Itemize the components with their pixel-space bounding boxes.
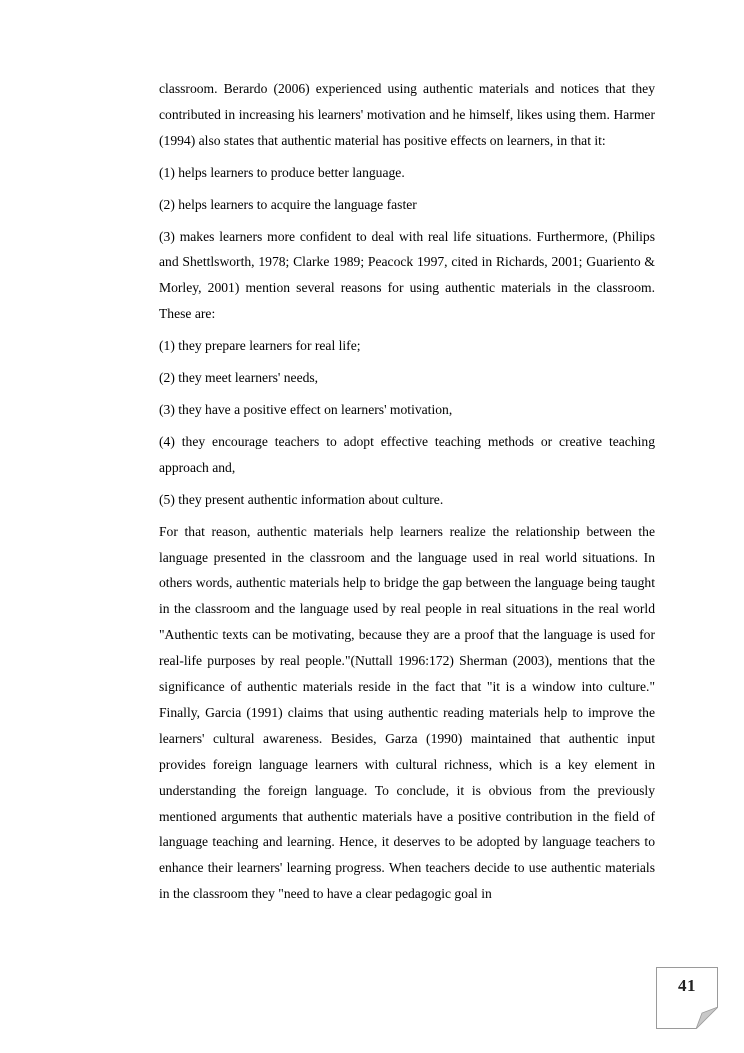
reason-item-3: (3) they have a positive effect on learners' motivation, (159, 401, 453, 417)
paragraph-confidence-and-reasons: (3) makes learners more confident to deal with real life situations. Furthermore, (Philips and Shettlsworth, 1978; Clarke 1989; Peacock 1997, cited in Richards, 2001; Guariento & Morley, 2001) mention several reasons for using authentic materials in the classroom. These are: (159, 228, 655, 322)
list-item-acquire-faster: (2) helps learners to acquire the language faster (159, 196, 417, 212)
reason-item-4: (4) they encourage teachers to adopt effective teaching methods or creative teaching approach and, (159, 433, 655, 475)
paragraph-conclusion: For that reason, authentic materials help learners realize the relationship between the language presented in the classroom and the language used in real world situations. In others words, authentic materials help to bridge the gap between the language being taught in the classroom and the language used by real people in real situations in the real world "Authentic texts can be motivating, because they are a proof that the language is used for real-life purposes by real people."(Nuttall 1996:172) Sherman (2003), mentions that the significance of authentic materials reside in the fact that "it is a window into culture." Finally, Garcia (1991) claims that using authentic reading materials help to improve the learners' cultural awareness. Besides, Garza (1990) maintained that authentic input provides foreign language learners with cultural richness, which is a key element in understanding the foreign language. To conclude, it is obvious from the previously mentioned arguments that authentic materials have a positive contribution in the field of language teaching and learning. Hence, it deserves to be adopted by language teachers to enhance their learners' learning progress. When teachers decide to use authentic materials in the classroom they "need to have a clear pedagogic goal in (159, 523, 655, 902)
page-number: 41 (678, 976, 696, 995)
page-curl-icon (696, 1007, 718, 1029)
page-number-box (656, 967, 718, 1029)
reason-item-1: (1) they prepare learners for real life; (159, 338, 361, 354)
list-item-produce-better-language: (1) helps learners to produce better language. (159, 164, 405, 180)
reason-item-2: (2) they meet learners' needs, (159, 370, 319, 386)
paragraph-continuation: classroom. Berardo (2006) experienced using authentic materials and notices that they contributed in increasing his learners' motivation and he himself, likes using them. Harmer (1994) also states that authentic material has positive effects on learners, in that it: (159, 81, 655, 148)
body-text (159, 76, 655, 913)
reason-item-5: (5) they present authentic information about culture. (159, 491, 444, 507)
